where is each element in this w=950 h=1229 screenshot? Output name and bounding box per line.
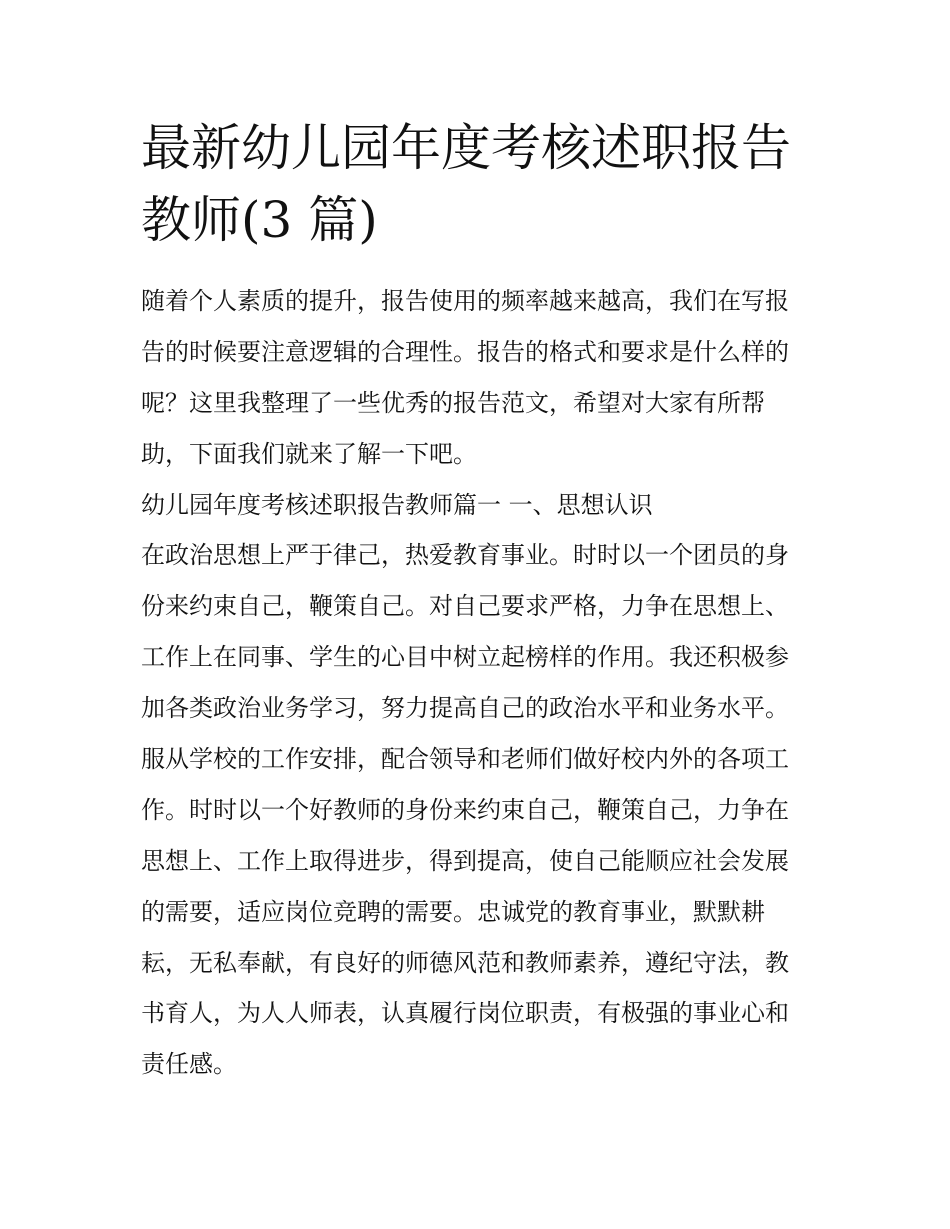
body-line-12: 思想上、工作上取得进步，得到提高，使自己能顺应社会发展 [141, 846, 789, 875]
section-heading-line: 幼儿园年度考核述职报告教师篇一 一、思想认识 [141, 490, 653, 519]
body-line-11: 作。时时以一个好教师的身份来约束自己，鞭策自己，力争在 [141, 795, 789, 824]
document-body [141, 276, 821, 1090]
document-title [141, 112, 821, 256]
body-line-16: 责任感。 [141, 1050, 237, 1079]
body-line-3: 呢？这里我整理了一些优秀的报告范文，希望对大家有所帮 [141, 388, 765, 417]
body-line-15: 书育人，为人人师表，认真履行岗位职责，有极强的事业心和 [141, 999, 789, 1028]
body-line-4: 助，下面我们就来了解一下吧。 [141, 439, 477, 468]
body-line-14: 耘，无私奉献，有良好的师德风范和教师素养，遵纪守法，教 [141, 948, 789, 977]
body-line-8: 工作上在同事、学生的心目中树立起榜样的作用。我还积极参 [141, 643, 789, 672]
body-line-7: 份来约束自己，鞭策自己。对自己要求严格，力争在思想上、 [141, 592, 789, 621]
body-line-1: 随着个人素质的提升，报告使用的频率越来越高，我们在写报 [141, 287, 789, 315]
body-line-10: 服从学校的工作安排，配合领导和老师们做好校内外的各项工 [141, 745, 789, 774]
body-line-6: 在政治思想上严于律己，热爱教育事业。时时以一个团员的身 [141, 541, 789, 570]
title-line-2: 教师(3 篇) [141, 191, 378, 249]
body-line-13: 的需要，适应岗位竞聘的需要。忠诚党的教育事业，默默耕 [141, 897, 765, 926]
body-line-9: 加各类政治业务学习，努力提高自己的政治水平和业务水平。 [141, 694, 789, 723]
title-line-1: 最新幼儿园年度考核述职报告 [141, 119, 791, 177]
body-line-2: 告的时候要注意逻辑的合理性。报告的格式和要求是什么样的 [141, 337, 789, 366]
